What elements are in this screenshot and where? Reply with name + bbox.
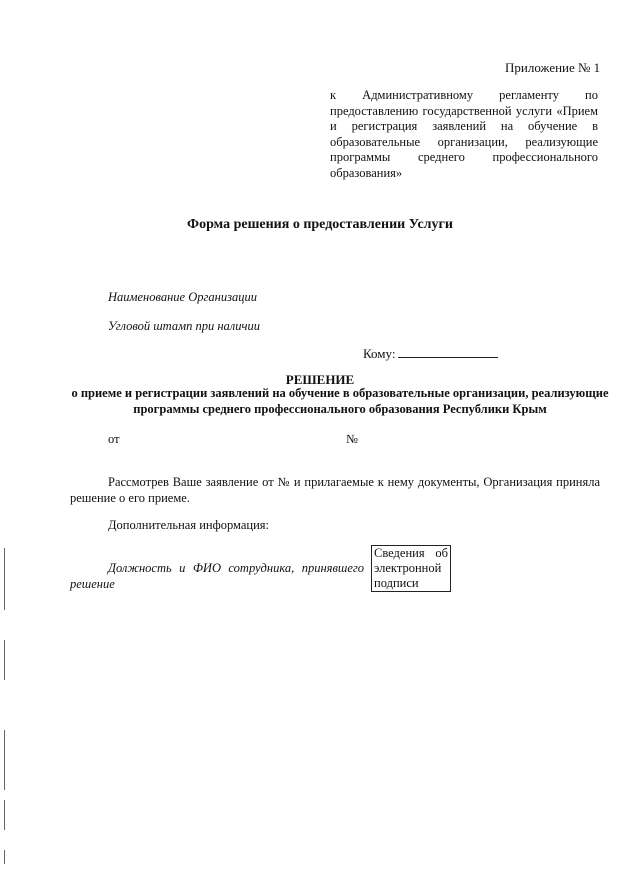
form-heading: Форма решения о предоставлении Услуги: [187, 217, 453, 232]
organization-name: Наименование Организации: [108, 290, 257, 304]
decision-subtitle: о приеме и регистрации заявлений на обучение в образовательные организации, реализующие программы среднего профессионального образования Республики Крым: [71, 386, 609, 416]
decision-body-text: Рассмотрев Ваше заявление от № и прилагаемые к нему документы, Организация приняла решение о его приеме.: [70, 475, 600, 505]
scan-margin-mark: [4, 800, 5, 830]
decision-title: РЕШЕНИЕ: [285, 372, 355, 387]
scan-margin-mark: [4, 730, 5, 790]
recipient-blank-line: [398, 345, 498, 358]
scan-margin-mark: [4, 640, 5, 680]
recipient-row: [363, 345, 498, 362]
recipient-label: Кому:: [363, 346, 396, 361]
electronic-signature-box: Сведения об электронной подписи: [371, 545, 451, 592]
corner-stamp: Угловой штамп при наличии: [108, 319, 260, 333]
number-label: №: [346, 432, 358, 446]
appendix-title: Приложение № 1: [505, 60, 601, 75]
scan-margin-mark: [4, 850, 5, 864]
employee-position-label: Должность и ФИО сотрудника, принявшего решение: [70, 561, 364, 591]
date-from-label: от: [108, 432, 120, 446]
additional-info-label: Дополнительная информация:: [108, 518, 269, 532]
appendix-reference: к Административному регламенту по предоставлению государственной услуги «Прием и регистрация заявлений на обучение в образовательные организации, реализующие программы среднего профессионального образования»: [330, 88, 598, 180]
scan-margin-mark: [4, 548, 5, 610]
